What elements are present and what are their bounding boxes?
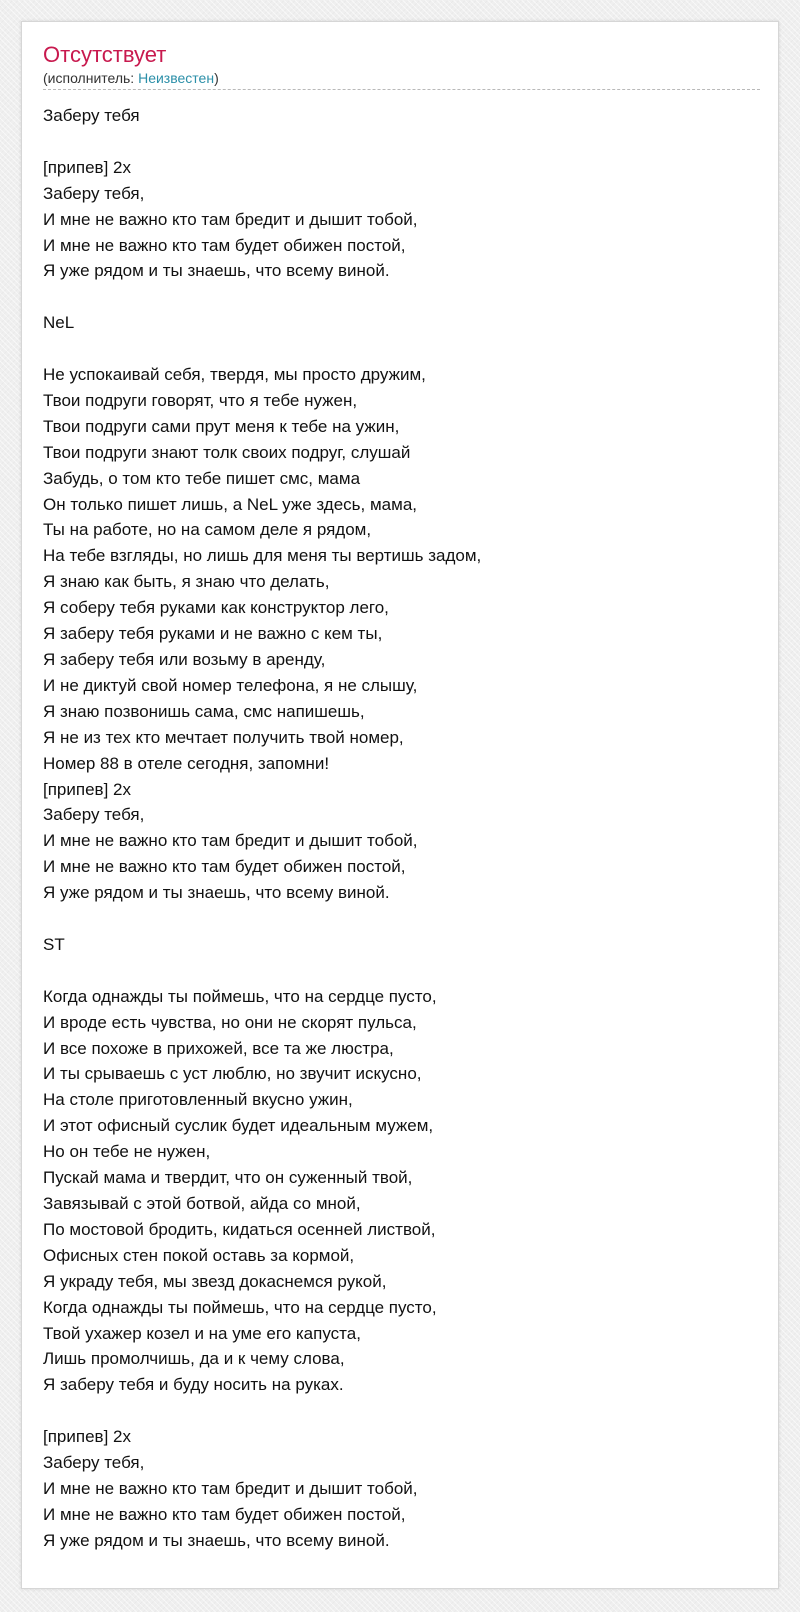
lyric-line: Когда однажды ты поймешь, что на сердце пусто, [43,1297,437,1317]
lyric-line: Заберу тебя, [43,805,145,825]
lyric-line: Твой ухажер козел и на уме его капуста, [43,1323,361,1343]
lyric-line: Офисных стен покой оставь за кормой, [43,1245,355,1265]
lyric-line: [припев] 2x [43,779,131,799]
lyric-blank-line [43,336,758,362]
lyric-line: Но он тебе не нужен, [43,1142,211,1162]
lyric-line: На тебе взгляды, но лишь для меня ты вертишь задом, [43,546,482,566]
lyrics-text [43,103,758,1554]
lyric-line: NeL [43,313,75,333]
artist-line [43,69,758,87]
lyric-line: Забудь, о том кто тебе пишет смс, мама [43,468,361,488]
lyric-line: И все похоже в прихожей, все та же люстра, [43,1038,394,1058]
lyric-line: Заберу тебя [43,106,140,125]
lyric-line: Заберу тебя, [43,183,145,203]
lyric-line: Я заберу тебя и буду носить на руках. [43,1375,344,1395]
lyric-line: И мне не важно кто там бредит и дышит тобой, [43,1478,418,1498]
lyric-line: И мне не важно кто там бредит и дышит тобой, [43,831,418,851]
lyric-line: Завязывай с этой ботвой, айда со мной, [43,1193,361,1213]
lyric-line: И этот офисный суслик будет идеальным мужем, [43,1116,434,1136]
lyric-line: И мне не важно кто там будет обижен постой, [43,235,406,255]
lyric-line: И мне не важно кто там будет обижен постой, [43,1504,406,1524]
lyric-line: Я уже рядом и ты знаешь, что всему виной. [43,883,390,903]
lyric-line: ST [43,934,65,954]
lyric-line: Я заберу тебя руками и не важно с кем ты, [43,624,383,644]
lyric-line: И ты срываешь с уст люблю, но звучит искусно, [43,1064,422,1084]
artist-suffix: ) [214,70,219,86]
lyric-line: Твои подруги говорят, что я тебе нужен, [43,390,358,410]
lyric-line: Твои подруги сами прут меня к тебе на ужин, [43,416,400,436]
artist-prefix: (исполнитель: [43,70,139,86]
artist-link[interactable]: Неизвестен [138,70,215,86]
lyric-line: Я знаю позвонишь сама, смс напишешь, [43,701,365,721]
lyric-line: Я знаю как быть, я знаю что делать, [43,572,330,592]
lyric-line: Заберу тебя, [43,1453,145,1473]
lyric-line: Лишь промолчишь, да и к чему слова, [43,1349,345,1369]
lyric-blank-line [43,958,758,984]
title-divider [43,89,760,90]
lyric-line: Не успокаивай себя, твердя, мы просто дружим, [43,365,426,385]
lyric-line: Он только пишет лишь, а NeL уже здесь, мама, [43,494,417,514]
lyric-line: Я соберу тебя руками как конструктор лего, [43,598,389,618]
lyric-line: И мне не важно кто там будет обижен постой, [43,857,406,877]
lyric-blank-line [43,129,758,155]
lyric-blank-line [43,1398,758,1424]
lyrics-card [21,21,779,1589]
lyric-line: [припев] 2x [43,157,131,177]
lyric-line: Пускай мама и твердит, что он суженный твой, [43,1168,413,1188]
lyric-line: И вроде есть чувства, но они не скорят пульса, [43,1012,417,1032]
lyric-line: Номер 88 в отеле сегодня, запомни! [43,753,330,773]
lyric-line: Я уже рядом и ты знаешь, что всему виной. [43,1530,390,1550]
lyric-line: [припев] 2x [43,1427,131,1447]
lyric-blank-line [43,284,758,310]
lyric-line: И не диктуй свой номер телефона, я не слышу, [43,675,418,695]
lyric-line: Я уже рядом и ты знаешь, что всему виной. [43,261,390,281]
lyric-line: Когда однажды ты поймешь, что на сердце пусто, [43,986,437,1006]
lyric-line: Я украду тебя, мы звезд докаснемся рукой, [43,1271,387,1291]
song-title: Отсутствует [43,42,167,67]
lyric-line: Твои подруги знают толк своих подруг, слушай [43,442,411,462]
lyric-line: Я не из тех кто мечтает получить твой номер, [43,727,404,747]
lyric-line: И мне не важно кто там бредит и дышит тобой, [43,209,418,229]
lyric-line: Я заберу тебя или возьму в аренду, [43,649,326,669]
lyric-line: Ты на работе, но на самом деле я рядом, [43,520,372,540]
lyric-line: На столе приготовленный вкусно ужин, [43,1090,353,1110]
lyric-blank-line [43,906,758,932]
lyric-line: По мостовой бродить, кидаться осенней листвой, [43,1219,436,1239]
